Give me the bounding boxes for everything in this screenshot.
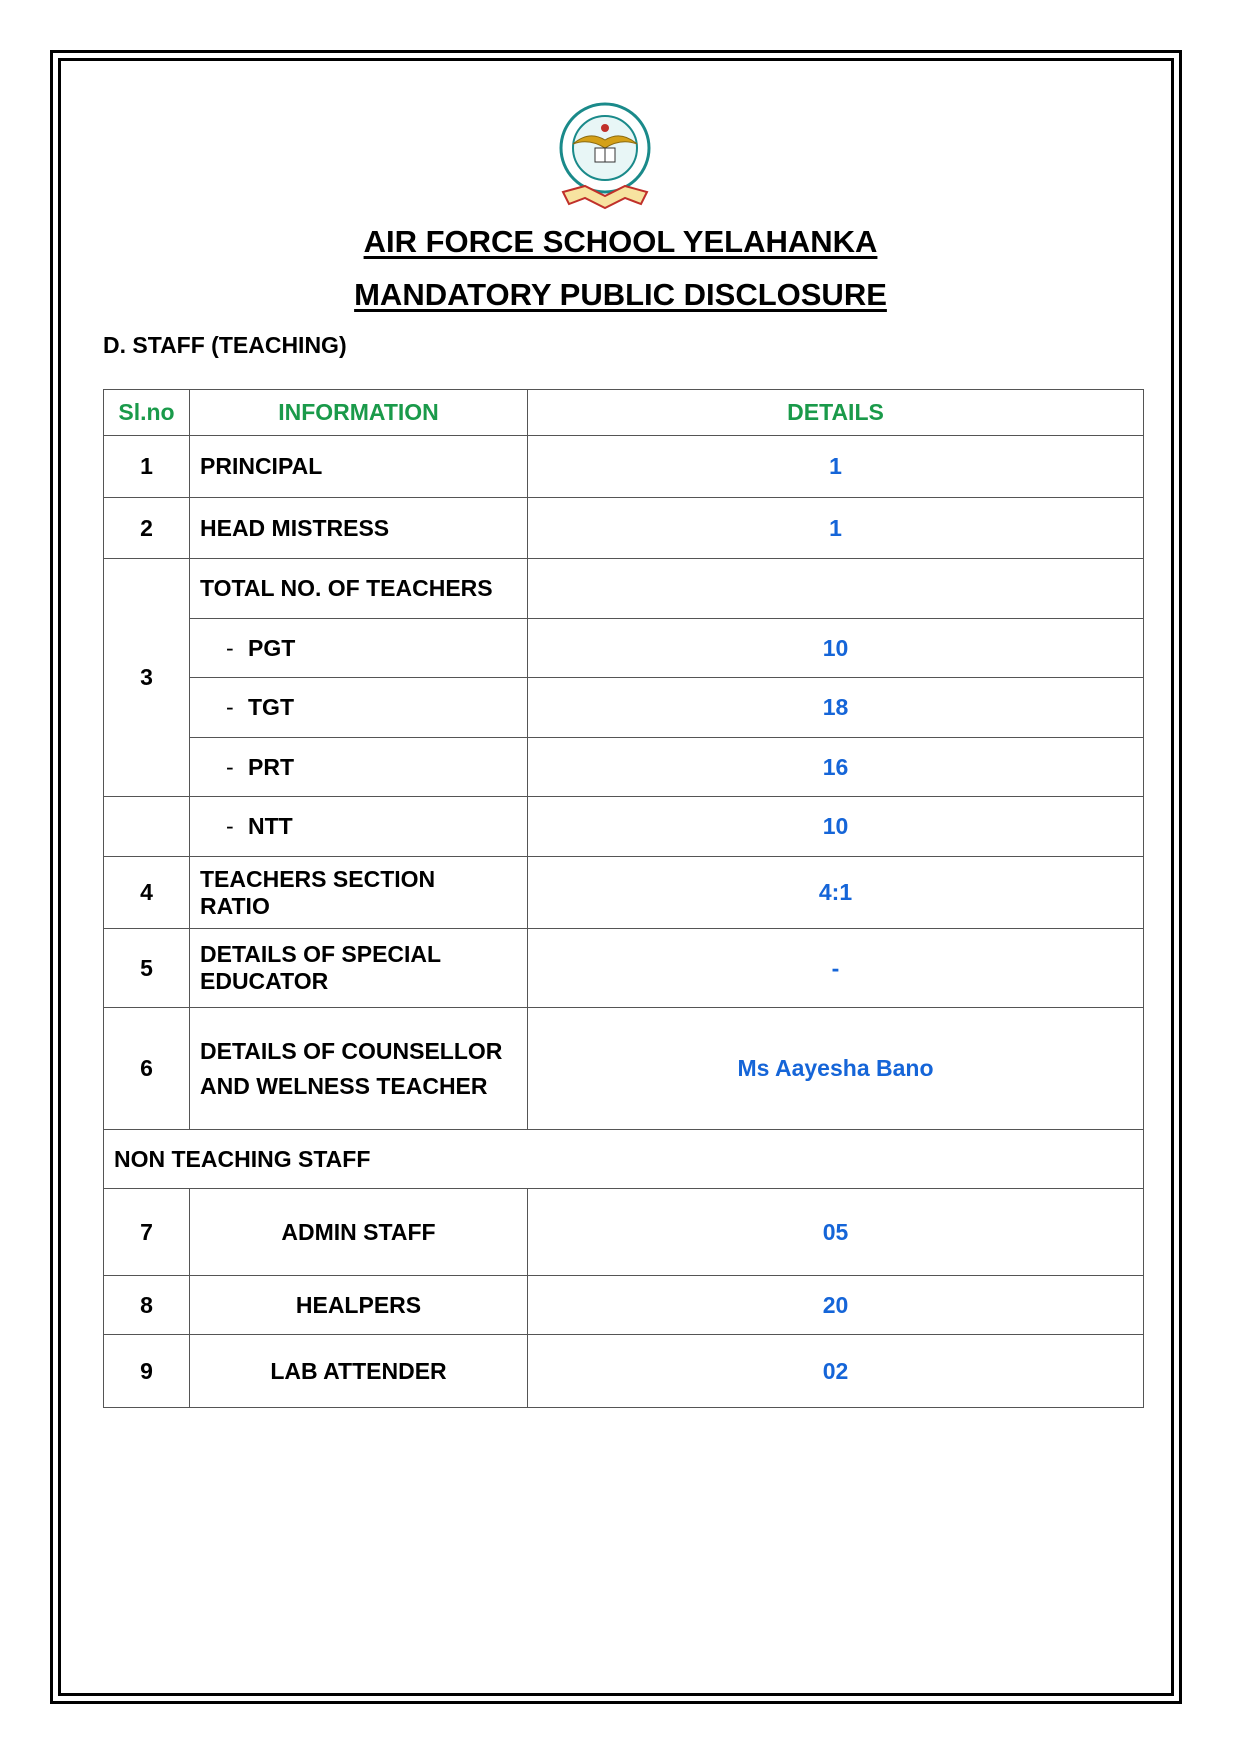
- section-heading: D. STAFF (TEACHING): [103, 332, 347, 358]
- table-row: [104, 559, 1144, 619]
- row-info-line: AND WELNESS TEACHER: [200, 1072, 488, 1099]
- row-value: 1: [528, 498, 1144, 559]
- row-number: 1: [104, 436, 190, 498]
- row-number: 8: [104, 1276, 190, 1335]
- row-info-label: TGT: [248, 694, 294, 720]
- row-info: ADMIN STAFF: [190, 1189, 528, 1276]
- row-number: 2: [104, 498, 190, 559]
- row-value: Ms Aayesha Bano: [528, 1008, 1144, 1130]
- table-row: [104, 498, 1144, 559]
- row-number-empty: [104, 797, 190, 857]
- row-info: [190, 738, 528, 797]
- row-info: LAB ATTENDER: [190, 1335, 528, 1408]
- row-value: 18: [528, 678, 1144, 738]
- table-row: [104, 857, 1144, 929]
- table-row: [104, 1008, 1144, 1130]
- row-number: 3: [104, 559, 190, 797]
- table-row: [104, 797, 1144, 857]
- row-info: HEALPERS: [190, 1276, 528, 1335]
- table-header-row: [104, 390, 1144, 436]
- column-header-details: DETAILS: [528, 390, 1144, 436]
- table-row: [104, 929, 1144, 1008]
- staff-table: [103, 389, 1144, 1408]
- table-section-row: [104, 1130, 1144, 1189]
- school-crest-logo: [555, 100, 655, 222]
- dash-bullet: -: [226, 753, 234, 780]
- row-number: 7: [104, 1189, 190, 1276]
- row-number: 5: [104, 929, 190, 1008]
- row-value: 4:1: [528, 857, 1144, 929]
- row-value: -: [528, 929, 1144, 1008]
- row-info-label: PRT: [248, 753, 294, 780]
- row-info: [190, 857, 528, 929]
- row-value: 10: [528, 797, 1144, 857]
- column-header-information: INFORMATION: [190, 390, 528, 436]
- document-title: MANDATORY PUBLIC DISCLOSURE: [354, 277, 887, 312]
- row-value-empty: [528, 559, 1144, 619]
- table-row: [104, 436, 1144, 498]
- row-value: 02: [528, 1335, 1144, 1408]
- row-info: [190, 678, 528, 738]
- column-header-slno: Sl.no: [104, 390, 190, 436]
- row-info: [190, 929, 528, 1008]
- row-info: [190, 619, 528, 678]
- row-info: [190, 1008, 528, 1130]
- row-value: 05: [528, 1189, 1144, 1276]
- table-row: [104, 1276, 1144, 1335]
- row-number: 4: [104, 857, 190, 929]
- row-value: 1: [528, 436, 1144, 498]
- table-row: [104, 1335, 1144, 1408]
- row-info: [190, 797, 528, 857]
- row-info-label: NTT: [248, 813, 293, 839]
- row-info-line: RATIO: [200, 892, 270, 919]
- row-info: HEAD MISTRESS: [190, 498, 528, 559]
- non-teaching-heading: NON TEACHING STAFF: [104, 1130, 1144, 1189]
- row-info-line: TEACHERS SECTION: [200, 865, 436, 892]
- row-info-line: DETAILS OF SPECIAL: [200, 941, 442, 967]
- row-info: PRINCIPAL: [190, 436, 528, 498]
- row-number: 6: [104, 1008, 190, 1130]
- row-value: 10: [528, 619, 1144, 678]
- dash-bullet: -: [226, 634, 234, 661]
- row-value: 20: [528, 1276, 1144, 1335]
- dash-bullet: -: [226, 694, 234, 720]
- table-row: [104, 738, 1144, 797]
- school-name-heading: AIR FORCE SCHOOL YELAHANKA: [363, 224, 878, 259]
- row-info: TOTAL NO. OF TEACHERS: [190, 559, 528, 619]
- dash-bullet: -: [226, 813, 234, 839]
- table-row: [104, 678, 1144, 738]
- table-row: [104, 619, 1144, 678]
- row-info-label: PGT: [248, 634, 296, 661]
- row-info-line: DETAILS OF COUNSELLOR: [200, 1037, 503, 1064]
- row-value: 16: [528, 738, 1144, 797]
- row-info-line: EDUCATOR: [200, 968, 329, 994]
- row-number: 9: [104, 1335, 190, 1408]
- table-row: [104, 1189, 1144, 1276]
